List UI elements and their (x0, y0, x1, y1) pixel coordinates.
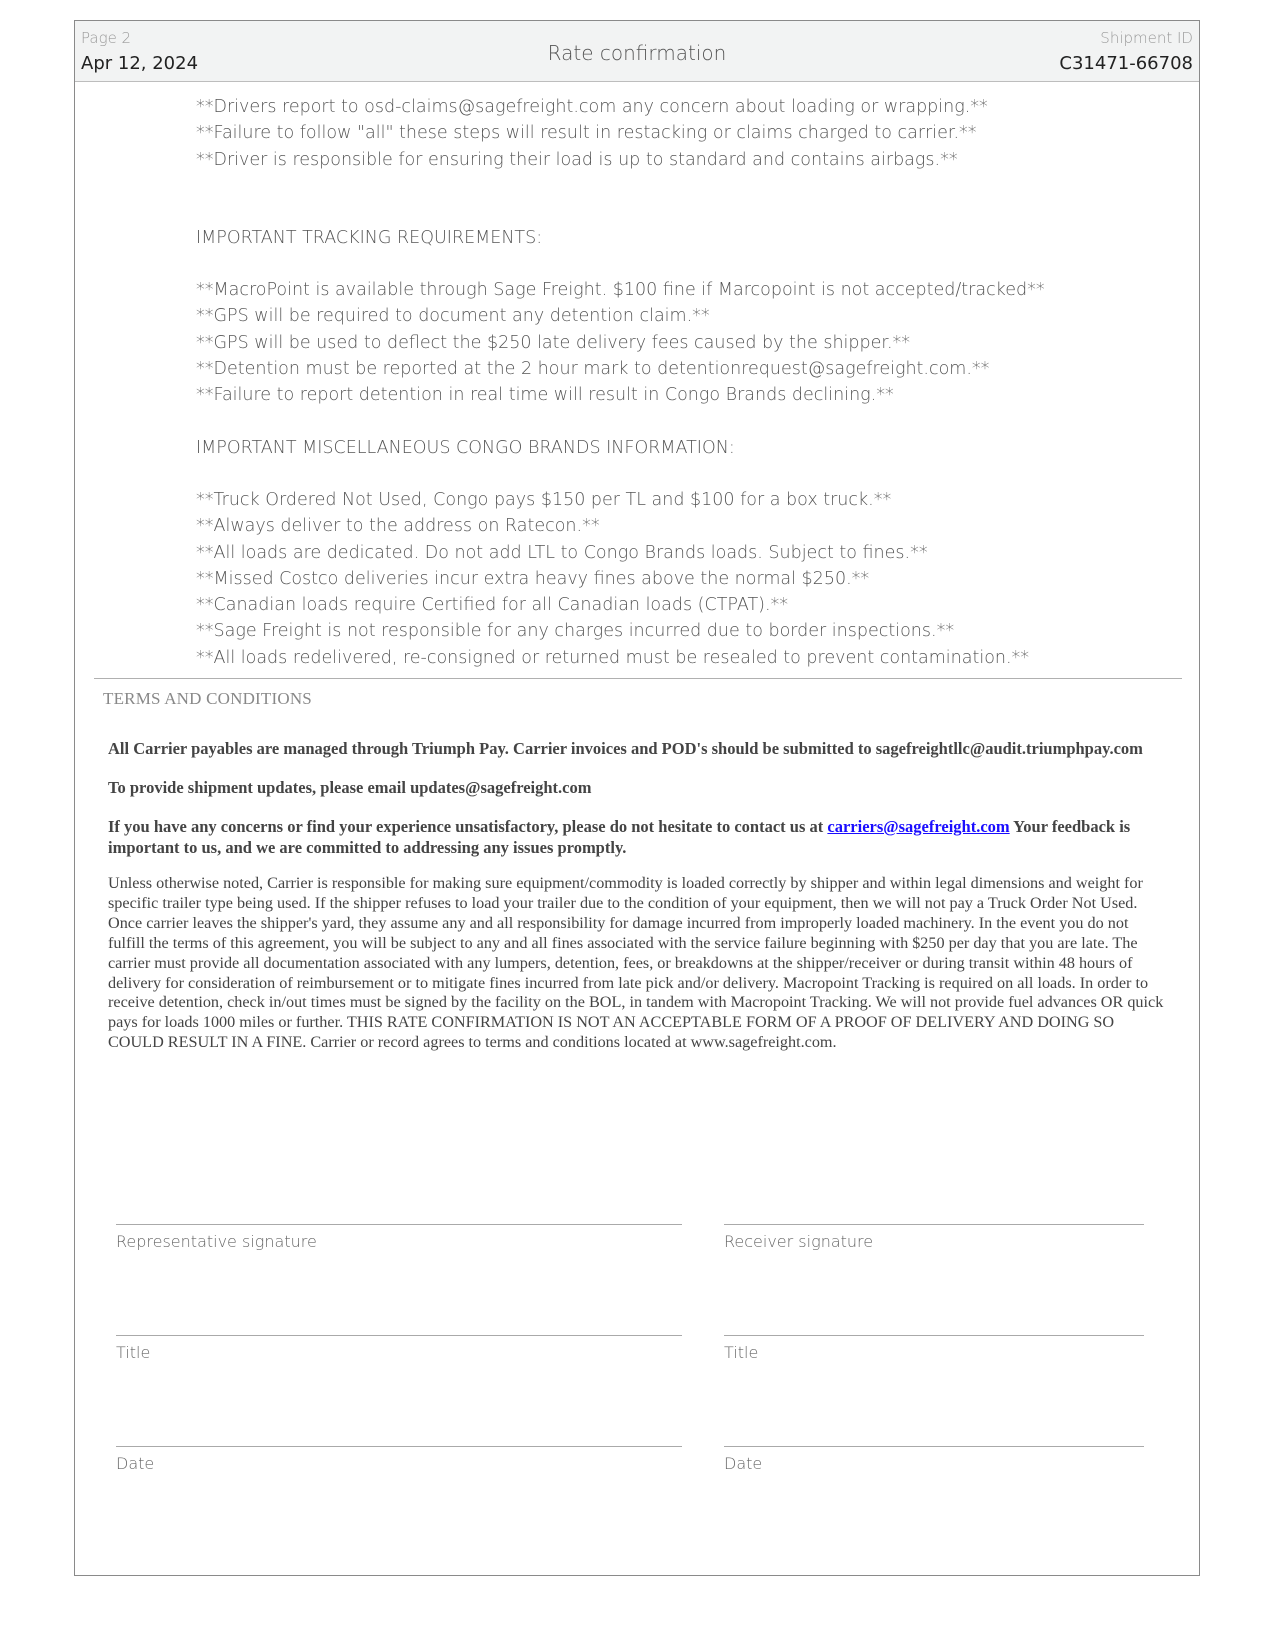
instruction-line: **Canadian loads require Certified for all Canadian loads (CTPAT).** (196, 595, 789, 616)
instruction-line: **Drivers report to osd-claims@sagefreight.com any concern about loading or wrapping.** (196, 97, 988, 117)
receiver-title-line[interactable] (724, 1335, 1144, 1336)
document-title: Rate confirmation (547, 41, 727, 65)
instruction-line: **Missed Costco deliveries incur extra heavy fines above the normal $250.** (196, 568, 870, 589)
instruction-line: **Detention must be reported at the 2 hour mark to detentionrequest@sagefreight.com.** (196, 359, 990, 380)
receiver-signature-label: Receiver signature (724, 1232, 874, 1251)
instruction-line: **MacroPoint is available through Sage Freight. $100 fine if Marcopoint is not accepted/tracked** (196, 280, 1045, 301)
carriers-email-link[interactable]: carriers@sagefreight.com (827, 817, 1010, 836)
terms-heading: TERMS AND CONDITIONS (103, 689, 312, 708)
misc-information-heading: IMPORTANT MISCELLANEOUS CONGO BRANDS INFORMATION: (196, 437, 735, 458)
fine-print: Unless otherwise noted, Carrier is responsible for making sure equipment/commodity is loaded correctly by shipper and within legal dimensions and weight for specific trailer type being used. If the shipper refuses to load your trailer due to the condition of your equipment, then we will not pay a Truck Order Not Used. Once carrier leaves the shipper's yard, they assume any and all responsibility for damage incurred from improperly loaded machinery. In the event you do not fulfill the terms of this agreement, you will be subject to any and all fines associated with the service failure beginning with $250 per day that you are late. The carrier must provide all documentation associated with any lumpers, detention, fees, or breakdowns at the shipper/receiver or during transit within 48 hours of delivery for consideration of reimbursement or to mitigate fines incurred from late pick and/or delivery. Macropoint Tracking is required on all loads. In order to receive detention, check in/out times must be signed by the facility on the BOL, in tandem with Macropoint Tracking. We will not provide fuel advances OR quick pays for loads 1000 miles or further. THIS RATE CONFIRMATION IS NOT AN ACCEPTABLE FORM OF A PROOF OF DELIVERY AND DOING SO COULD RESULT IN A FINE. Carrier or record agrees to terms and conditions located at www.sagefreight.com. (108, 874, 1164, 1052)
page-header (75, 21, 1199, 82)
representative-date-label: Date (116, 1454, 155, 1473)
instruction-line: **Always deliver to the address on Ratecon.** (196, 516, 600, 537)
representative-signature-line[interactable] (116, 1224, 682, 1225)
concerns-text-continued: Your feedback is important to us, and we are committed to addressing any issues promptly. (108, 817, 1131, 857)
receiver-signature-line[interactable] (724, 1224, 1144, 1225)
instruction-line: **GPS will be used to deflect the $250 late delivery fees caused by the shipper.** (196, 332, 911, 353)
instruction-line: **Failure to follow "all" these steps will result in restacking or claims charged to carrier.** (196, 123, 977, 144)
section-divider (94, 678, 1182, 679)
instruction-line: **Driver is responsible for ensuring their load is up to standard and contains airbags.** (196, 149, 958, 170)
shipment-id-value: C31471-66708 (1059, 53, 1193, 74)
payables-notice: All Carrier payables are managed through Triumph Pay. Carrier invoices and POD's should be submitted to sagefreightllc@audit.triumphpay.com (108, 739, 1143, 758)
instruction-line: **All loads are dedicated. Do not add LTL to Congo Brands loads. Subject to fines.** (196, 542, 928, 563)
representative-title-line[interactable] (116, 1335, 682, 1336)
instruction-line: **All loads redelivered, re-consigned or returned must be resealed to prevent contamination.** (196, 647, 1030, 668)
instruction-line: **Failure to report detention in real time will result in Congo Brands declining.** (196, 385, 894, 406)
document-date: Apr 12, 2024 (81, 53, 199, 74)
terms-and-conditions (108, 738, 1168, 1053)
tracking-requirements-heading: IMPORTANT TRACKING REQUIREMENTS: (196, 227, 543, 248)
instruction-line: **Sage Freight is not responsible for any charges incurred due to border inspections.** (196, 621, 955, 642)
page-number: Page 2 (81, 29, 132, 47)
shipping-instructions (196, 94, 1176, 671)
concerns-notice (108, 816, 1168, 858)
receiver-title-label: Title (724, 1343, 759, 1362)
concerns-text: If you have any concerns or find your experience unsatisfactory, please do not hesitate to contact us at (108, 817, 828, 836)
receiver-date-line[interactable] (724, 1446, 1144, 1447)
representative-date-line[interactable] (116, 1446, 682, 1447)
representative-title-label: Title (116, 1343, 151, 1362)
instruction-line: **Truck Ordered Not Used, Congo pays $150 per TL and $100 for a box truck.** (196, 489, 892, 510)
receiver-date-label: Date (724, 1454, 763, 1473)
shipment-id-label: Shipment ID (1100, 29, 1193, 47)
representative-signature-label: Representative signature (116, 1232, 317, 1251)
updates-notice: To provide shipment updates, please email updates@sagefreight.com (108, 778, 592, 797)
instruction-line: **GPS will be required to document any detention claim.** (196, 306, 710, 327)
